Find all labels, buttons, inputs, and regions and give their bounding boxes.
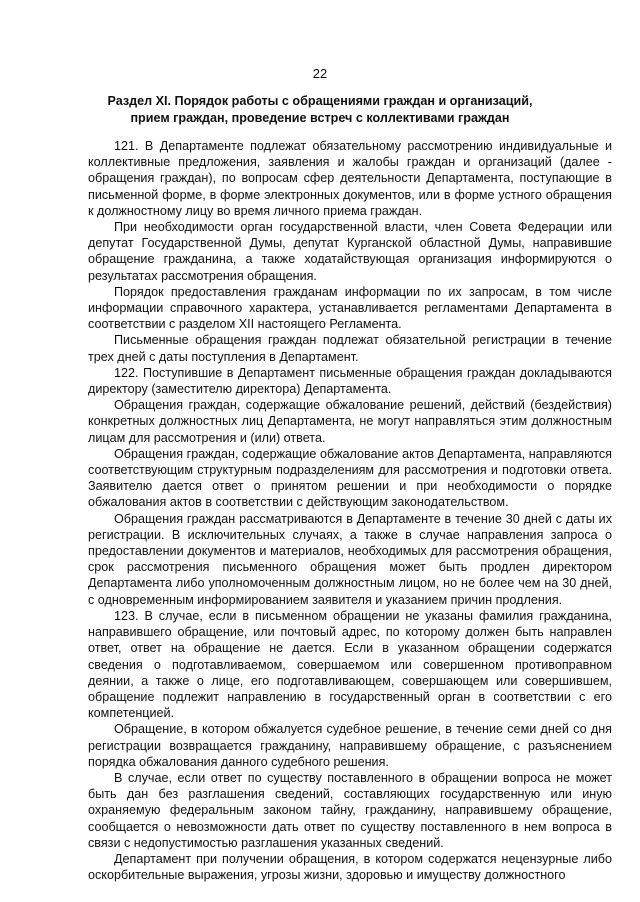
paragraph: Обращения граждан рассматриваются в Департаменте в течение 30 дней с даты их регистрации. В исключительных случаях, а также в случае направления запроса о предоставлении документов и материалов, необходимых для рассмотрения обращения, срок рассмотрения письменного обращения может быть продлен директором Департамента либо уполномоченным должностным лицом, но не более чем на 30 дней, с одновременным информированием заявителя и указанием причин продления. [88, 511, 612, 607]
paragraph-121: 121. В Департаменте подлежат обязательному рассмотрению индивидуальные и коллективные предложения, заявления и жалобы граждан и организаций (далее - обращения граждан), по вопросам сфер деятельности Департамента, поступающие в письменной форме, в форме электронных документов, или в форме устного обращения к должностному лицу во время личного приема граждан. [88, 139, 612, 218]
section-title [90, 93, 550, 127]
paragraph: Обращения граждан, содержащие обжалование решений, действий (бездействия) конкретных должностных лиц Департамента, не могут направляться этим должностным лицам для рассмотрения и (или) ответа. [88, 398, 612, 445]
paragraph: Порядок предоставления гражданам информации по их запросам, в том числе информации справочного характера, устанавливается регламентами Департамента в соответствии с разделом XII настоящего Регламента. [88, 284, 612, 332]
document-body [88, 138, 612, 883]
paragraph: Письменные обращения граждан подлежат обязательной регистрации в течение трех дней с даты поступления в Департамент. [88, 333, 612, 364]
paragraph: В случае, если ответ по существу поставленного в обращении вопроса не может быть дан без разглашения сведений, составляющих государственную или иную охраняемую федеральным законом тайну, гражданину, направившему обращение, сообщается о невозможности дать ответ по существу поставленного в нем вопроса в связи с недопустимостью разглашения указанных сведений. [88, 770, 612, 850]
paragraph: При необходимости орган государственной власти, член Совета Федерации или депутат Государственной Думы, депутат Курганской областной Думы, направившие обращение гражданина, а также ходатайствующая организация информируются о результатах рассмотрения обращения. [88, 220, 612, 283]
page-number: 22 [312, 66, 328, 81]
paragraph-122: 122. Поступившие в Департамент письменные обращения граждан докладываются директору (заместителю директора) Департамента. [88, 365, 612, 397]
section-title-line-1: Раздел XI. Порядок работы с обращениями граждан и организаций, [107, 94, 533, 108]
paragraph: Обращение, в котором обжалуется судебное решение, в течение семи дней со дня регистрации возвращается гражданину, направившему обращение, с разъяснением порядка обжалования данного судебного решения. [88, 722, 612, 769]
paragraph-123: 123. В случае, если в письменном обращении не указаны фамилия гражданина, направившего обращение, или почтовый адрес, по которому должен быть направлен ответ, ответ на обращение не дается. Если в указанном обращении содержатся сведения о подготавливаемом, совершаемом или совершенном противоправном деянии, а также о лице, его подготавливающем, совершающем или совершившем, обращение подлежит направлению в государственный орган в соответствии с его компетенцией. [88, 608, 612, 721]
section-title-line-2: прием граждан, проведение встреч с коллективами граждан [130, 111, 510, 125]
paragraph: Обращения граждан, содержащие обжалование актов Департамента, направляются соответствующим структурным подразделениям для рассмотрения и подготовки ответа. Заявителю дается ответ о принятом решении и при необходимости о порядке обжалования актов в соответствии с действующим законодательством. [88, 446, 612, 510]
paragraph: Департамент при получении обращения, в котором содержатся нецензурные либо оскорбительные выражения, угрозы жизни, здоровью и имуществу должностного [88, 851, 612, 883]
